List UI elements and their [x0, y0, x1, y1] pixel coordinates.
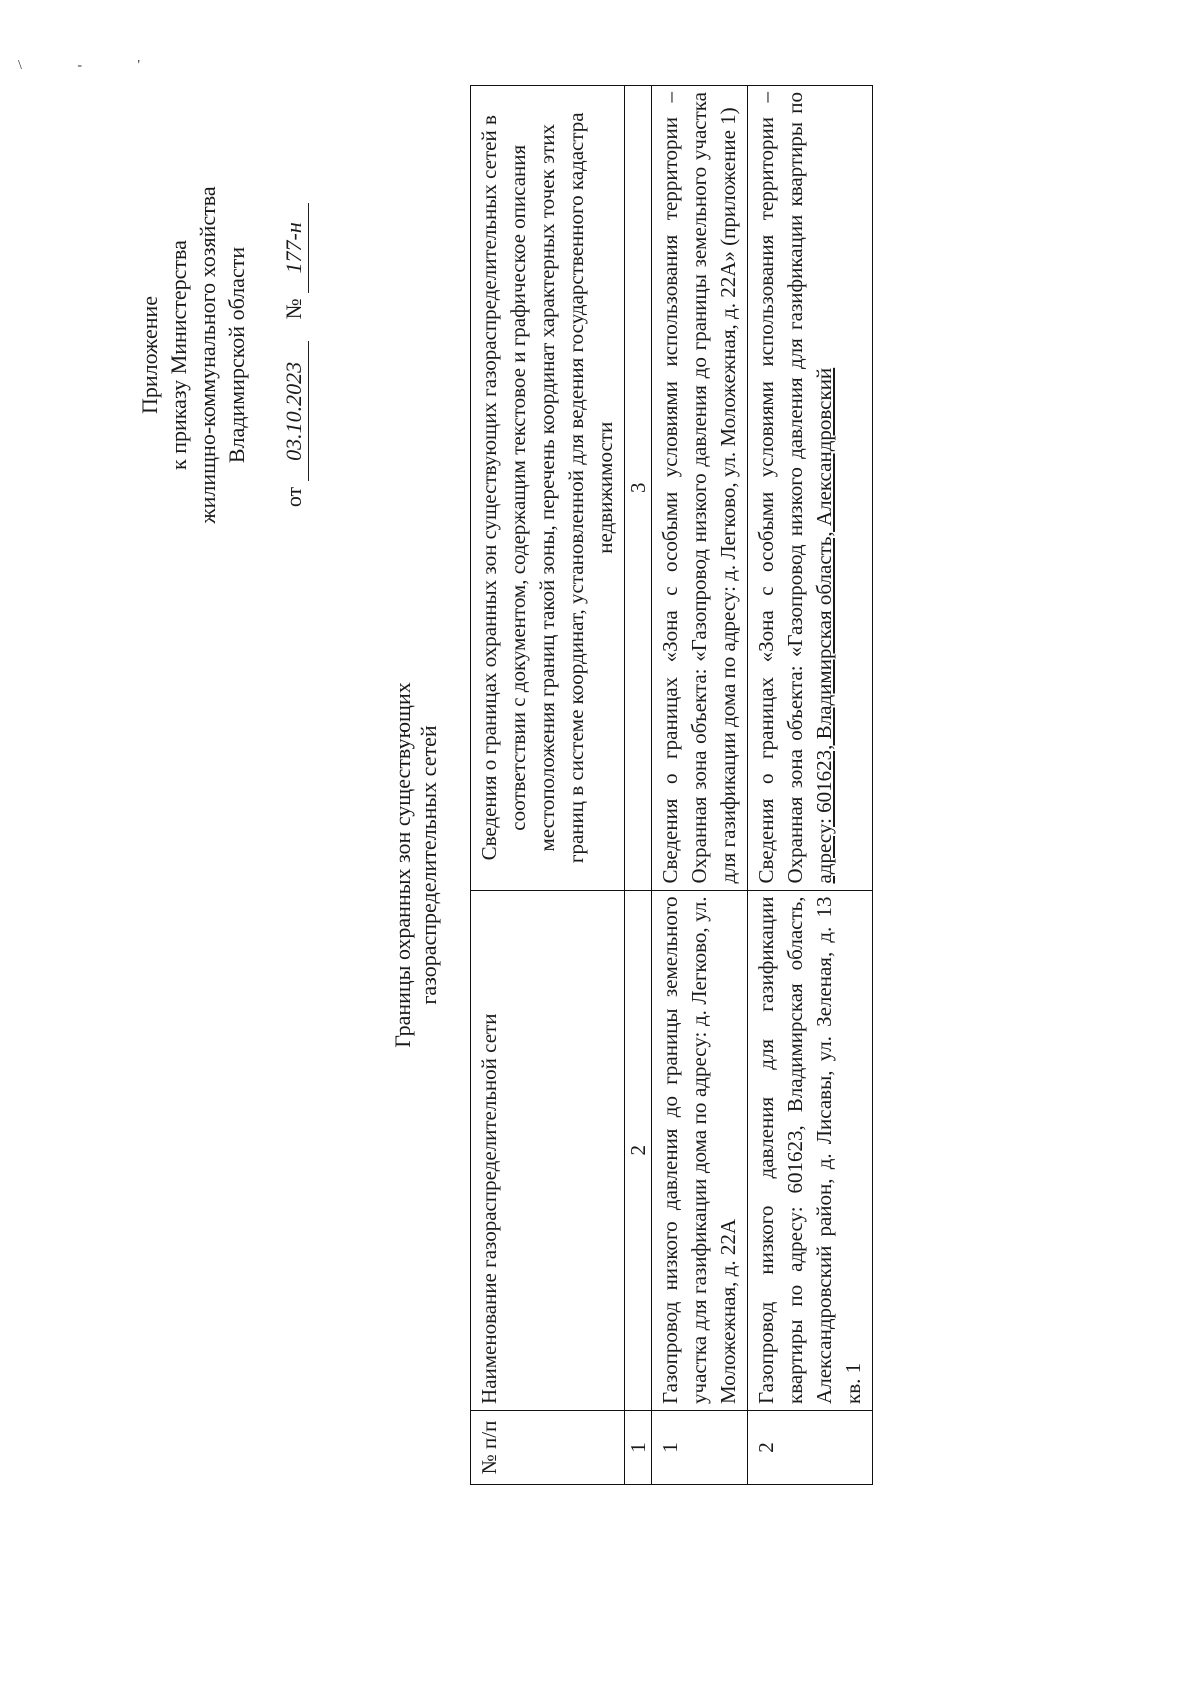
row-number: 1: [652, 1410, 748, 1484]
document-title: [390, 585, 442, 1145]
date-prefix: от: [281, 486, 306, 508]
table-row: [652, 86, 748, 1485]
zone-info: [748, 86, 873, 891]
title-line-1: Границы охранных зон существующих: [390, 682, 415, 1048]
order-date-number: [279, 95, 309, 615]
column-number-3: 3: [625, 86, 652, 891]
order-reference: к приказу Министерства: [166, 240, 191, 470]
scan-specks: \ - ': [18, 58, 167, 73]
appendix-label: Приложение: [137, 295, 162, 415]
ministry-name: жилищно-коммунального хозяйства: [195, 186, 220, 524]
handwritten-date: 03.10.2023: [279, 341, 309, 481]
zone-info-text: Сведения о границах «Зона с особыми условиями использования территории – Охранная зона объекта: «Газопровод низкого давления для газификации квартиры по: [754, 92, 807, 884]
column-number-1: 1: [625, 1410, 652, 1484]
row-number: 2: [748, 1410, 873, 1484]
region-name: Владимирской области: [224, 246, 249, 464]
protection-zones-table: [470, 85, 873, 1485]
table-header-row: [471, 86, 625, 1485]
network-name: Газопровод низкого давления до границы земельного участка для газификации дома по адресу: д. Легково, ул. Моложежная, д. 22А: [652, 890, 748, 1410]
zone-info-address: адресу: 601623, Владимирская область, Александровский: [812, 367, 836, 884]
title-line-2: газораспределительных сетей: [416, 725, 441, 1005]
handwritten-number: 177-н: [279, 203, 309, 293]
header-zone-info: Сведения о границах охранных зон существующих газораспределительных сетей в соответствии с документом, содержащим текстовое и графическое описания местоположения границ такой зоны, перечень координат характерных точек этих границ в системе координат, установленной для ведения государственного кадастра недвижимости: [471, 86, 625, 891]
table-row: [748, 86, 873, 1485]
zone-info: Сведения о границах «Зона с особыми условиями использования территории – Охранная зона объекта: «Газопровод низкого давления до границы земельного участка для газификации дома по адресу: д. Легково, ул. Моложежная, д. 22А» (приложение 1): [652, 86, 748, 891]
network-name: Газопровод низкого давления для газификации квартиры по адресу: 601623, Владимирская область, Александровский район, д. Лисавы, ул. Зеленая, д. 13 кв. 1: [748, 890, 873, 1410]
header-network-name: Наименование газораспределительной сети: [471, 890, 625, 1410]
header-number: № п/п: [471, 1410, 625, 1484]
appendix-header: [135, 95, 309, 615]
number-prefix: №: [281, 298, 306, 320]
column-numbers-row: [625, 86, 652, 1485]
column-number-2: 2: [625, 890, 652, 1410]
